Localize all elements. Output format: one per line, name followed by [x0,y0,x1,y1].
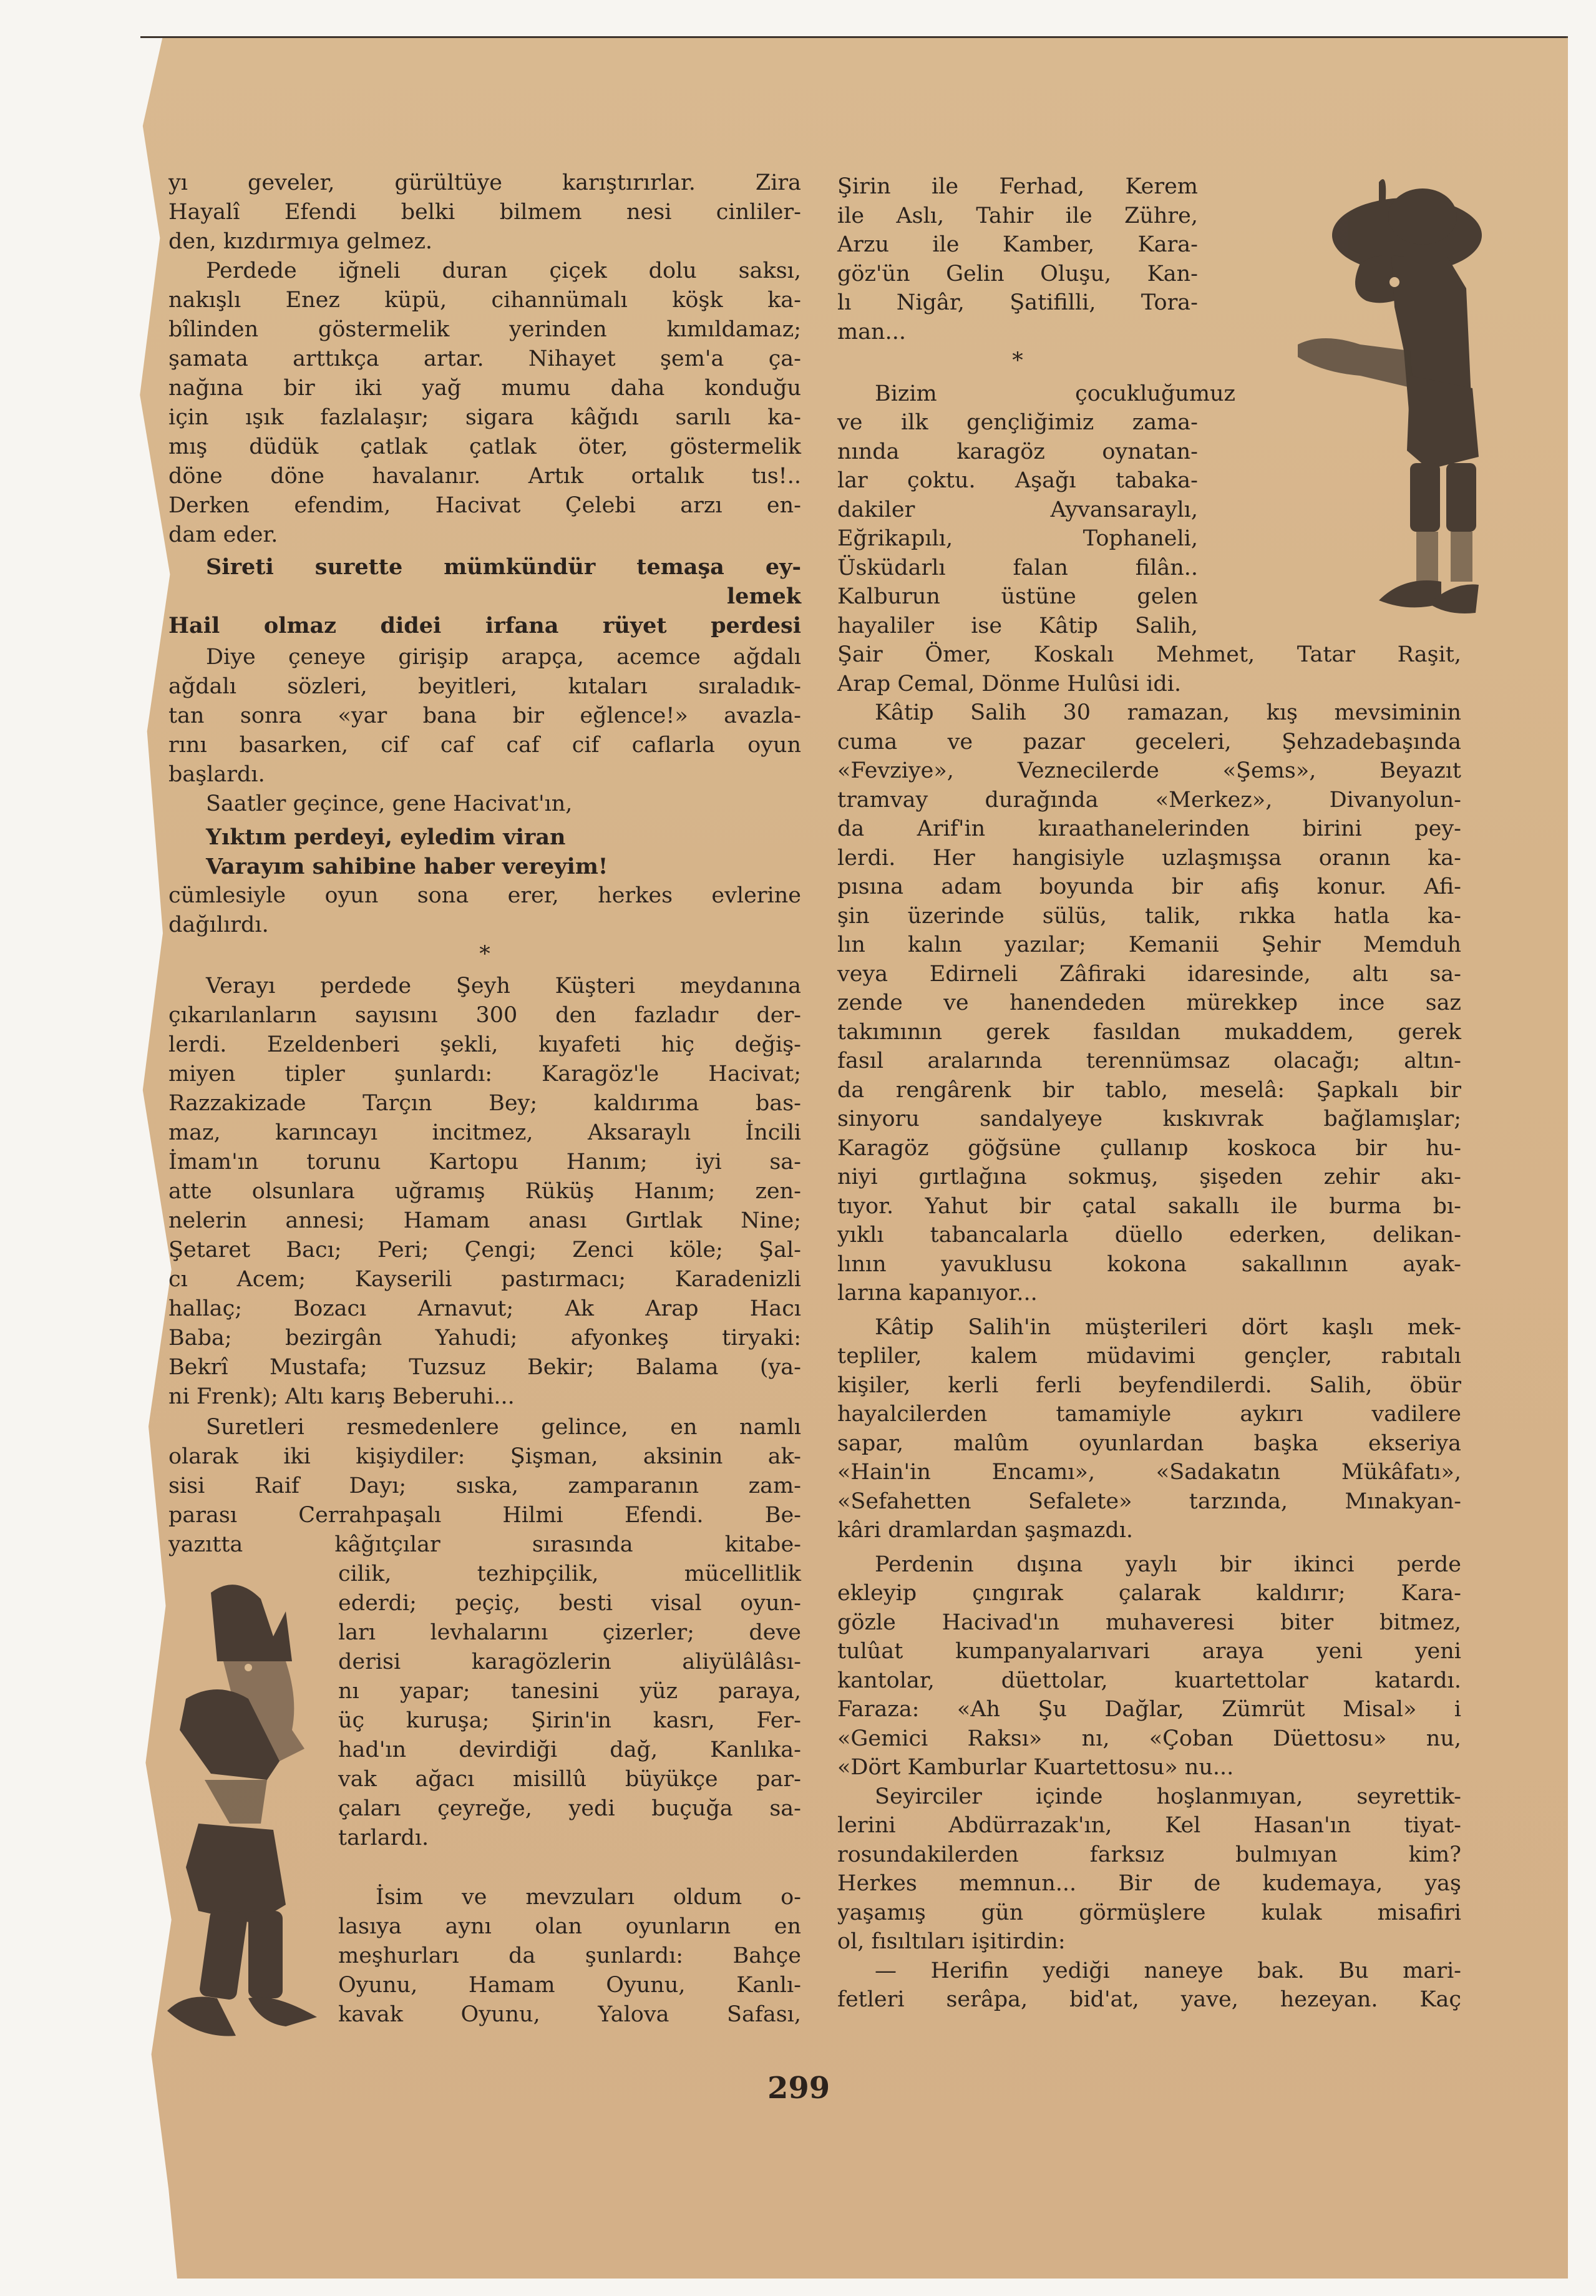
text-line: ları levhalarını çizerler; deve [338,1620,801,1645]
text-line: dakiler Ayvansaraylı, [837,497,1198,522]
text-line: Şirin ile Ferhad, Kerem [837,174,1198,199]
text-line: yaşamış gün görmüşlere kulak misafiri [837,1900,1461,1925]
text-line: lerdi. Ezeldenberi şekli, kıyafeti hiç değiş- [168,1032,801,1057]
text-line: Şair Ömer, Koskalı Mehmet, Tatar Raşit, [837,642,1461,667]
text-line: Kâtip Salih'in müşterileri dört kaşlı mek- [875,1314,1461,1340]
text-line: hayaliler ise Kâtip Salih, [837,613,1198,638]
text-line: lasıya aynı olan oyunların en [338,1914,801,1939]
text-line: nı yapar; tanesini yüz paraya, [338,1679,801,1704]
text-line: Kalburun üstüne gelen [837,584,1198,609]
text-line: Verayı perdede Şeyh Küşteri meydanına [206,974,801,999]
text-line: Bekrî Mustafa; Tuzsuz Bekir; Balama (ya- [168,1355,801,1380]
text-line: Razzakizade Tarçın Bey; kaldırıma bas- [168,1091,801,1116]
text-line: da rengârenk bir tablo, meselâ: Şapkalı bir [837,1077,1461,1103]
text-line: nelerin annesi; Hamam anası Gırtlak Nine; [168,1208,801,1233]
text-line: derisi karagözlerin aliyülâlâsı- [338,1649,801,1674]
text-line: ol, fısıltıları işitirdin: [837,1929,1066,1954]
text-line: miyen tipler şunlardı: Karagöz'le Hacivat; [168,1062,801,1087]
text-line: maz, karıncayı incitmez, Aksaraylı İncili [168,1120,801,1145]
text-line: fetleri serâpa, bid'at, yave, hezeyan. Kaç [837,1987,1461,2012]
text-line: hallaç; Bozacı Arnavut; Ak Arap Hacı [168,1296,801,1321]
text-line: lın kalın yazılar; Kemanii Şehir Memduh [837,932,1461,957]
text-line: tepliler, kalem müdavimi gençler, rabıtalı [837,1344,1461,1369]
text-line: vak ağacı misillû büyükçe par- [338,1767,801,1792]
text-line: kişiler, kerli ferli beyfendilerdi. Salih, öbür [837,1372,1461,1398]
text-line: veya Edirneli Zâfiraki idaresinde, altı sa- [837,961,1461,987]
text-line: lı Nigâr, Şatifilli, Tora- [837,290,1198,315]
text-line: sisi Raif Dayı; sıska, zamparanın zam- [168,1473,801,1498]
text-line: gözle Hacivad'ın muhaveresi biter bitmez, [837,1610,1461,1635]
text-line: zende ve hanendeden mürekkep ince saz [837,990,1461,1015]
text-line: «Hain'in Encamı», «Sadakatın Mükâfatı», [837,1460,1461,1485]
text-line: Eğrikapılı, Tophaneli, [837,526,1198,551]
text-line: cümlesiyle oyun sona erer, herkes evlerine [168,883,801,908]
text-line: Üsküdarlı falan filân.. [837,555,1198,580]
karagoz-puppet-illustration-top [1285,164,1491,625]
text-line: Hayalî Efendi belki bilmem nesi cinliler- [168,200,801,225]
text-line: lerini Abdürrazak'ın, Kel Hasan'ın tiyat- [837,1813,1461,1838]
text-line: dam eder. [168,522,278,547]
text-line: man... [837,319,906,344]
text-line: Arzu ile Kamber, Kara- [837,232,1198,257]
text-line: sapar, malûm oyunlardan başka ekseriya [837,1430,1461,1456]
text-line: İsim ve mevzuları oldum o- [376,1885,801,1910]
text-line: Hail olmaz didei irfana rüyet perdesi [168,613,801,638]
text-line: dağılırdı. [168,912,269,937]
text-line: — Herifin yediği naneye bak. Bu mari- [875,1958,1461,1983]
text-line: Derken efendim, Hacivat Çelebi arzı en- [168,493,801,518]
text-line: «Dört Kamburlar Kuartettosu» nu... [837,1755,1234,1780]
text-line: ederdi; peçiç, besti visal oyun- [338,1591,801,1616]
text-line: da Arif'in kıraathanelerinden birini pey- [837,816,1461,841]
text-line: kavak Oyunu, Yalova Safası, [338,2002,801,2027]
text-line: olarak iki kişiydiler: Şişman, aksinin ak- [168,1444,801,1469]
text-line: niyi gırtlağına sokmuş, şişeden zehir akı- [837,1165,1461,1190]
text-line: tramvay durağında «Merkez», Divanyolun- [837,787,1461,813]
text-line: Suretleri resmedenlere gelince, en namlı [206,1415,801,1440]
text-line: «Gemici Raksı» nı, «Çoban Düettosu» nu, [837,1726,1461,1751]
page-top-edge [140,36,1566,38]
text-line: için ışık fazlalaşır; sigara kâğıdı sarılı ka- [168,405,801,430]
text-line: yazıtta kâğıtçılar sırasında kitabe- [168,1532,801,1557]
text-line: Saatler geçince, gene Hacivat'ın, [206,791,573,816]
text-line: nağına bir iki yağ mumu daha konduğu [168,376,801,401]
page-number: 299 [767,2071,830,2106]
text-line: parası Cerrahpaşalı Hilmi Efendi. Be- [168,1503,801,1528]
text-line: atte olsunlara uğramış Rüküş Hanım; zen- [168,1179,801,1204]
section-separator-asterisk: * [1012,348,1023,373]
text-line: den, kızdırmıya gelmez. [168,229,433,254]
text-line: meşhurları da şunlardı: Bahçe [338,1943,801,1968]
text-line: göz'ün Gelin Oluşu, Kan- [837,261,1198,286]
text-line: Kâtip Salih 30 ramazan, kış mevsiminin [875,700,1461,725]
text-line: Yıktım perdeyi, eyledim viran [206,824,566,850]
text-line: ağdalı sözleri, beyitleri, kıtaları sıraladık- [168,674,801,699]
text-line: rını basarken, cif caf caf cif caflarla oyun [168,733,801,758]
text-line: Sireti surette mümkündür temaşa ey- [206,554,801,580]
text-line: lının yavuklusu kokona sakallının ayak- [837,1251,1461,1277]
text-line: çıkarılanların sayısını 300 den fazladır der- [168,1003,801,1028]
text-line: takımının gerek fasıldan mukaddem, gerek [837,1019,1461,1045]
text-line: ekleyip çıngırak çalarak kaldırır; Kara- [837,1581,1461,1606]
text-line: Varayım sahibine haber vereyim! [206,854,608,879]
text-line: nında karagöz oynatan- [837,439,1198,464]
text-line: Seyirciler içinde hoşlanmıyan, seyrettik- [875,1784,1461,1809]
text-line: şin üzerinde sülüs, talik, rıkka hatla ka- [837,903,1461,929]
text-line: yı geveler, gürültüye karıştırırlar. Zira [168,170,801,195]
text-line: mış düdük çatlak çatlak öter, göstermelik [168,434,801,459]
text-line: Bizim çocukluğumuz [875,381,1235,406]
text-line: ni Frenk); Altı karış Beberuhi... [168,1384,515,1409]
text-line: çaları çeyreğe, yedi buçuğa sa- [338,1796,801,1821]
text-line: «Fevziye», Veznecilerde «Şems», Beyazıt [837,758,1461,783]
text-line: tıyor. Yahut bir çatal sakallı ile burma bı- [837,1193,1461,1219]
text-line: Oyunu, Hamam Oyunu, Kanlı- [338,1973,801,1998]
text-line: üç kuruşa; Şirin'in kasrı, Fer- [338,1708,801,1733]
text-line: lemek [726,584,801,609]
text-line: cı Acem; Kayserili pastırmacı; Karadenizli [168,1267,801,1292]
text-line: lerdi. Her hangisiyle uzlaşmışsa oranın ka- [837,845,1461,871]
text-line: Perdede iğneli duran çiçek dolu saksı, [206,258,801,283]
text-line: kâri dramlardan şaşmazdı. [837,1518,1134,1543]
text-line: larına kapanıyor... [837,1281,1038,1306]
text-line: hayalcilerden tamamiyle aykırı vadilere [837,1402,1461,1427]
text-line: Baba; bezirgân Yahudi; afyonkeş tiryaki: [168,1326,801,1351]
text-line: yıklı tabancalarla düello ederken, delikan- [837,1223,1461,1248]
text-line: had'ın devirdiği dağ, Kanlıka- [338,1737,801,1762]
text-line: Diye çeneye girişip arapça, acemce ağdalı [206,645,801,670]
text-line: başlardı. [168,762,265,787]
text-line: cuma ve pazar geceleri, Şehzadebaşında [837,729,1461,755]
text-line: «Sefahetten Sefalete» tarzında, Mınakyan- [837,1488,1461,1514]
text-line: Şetaret Bacı; Peri; Çengi; Zenci köle; Şal- [168,1238,801,1263]
text-line: İmam'ın torunu Kartopu Hanım; iyi sa- [168,1150,801,1175]
text-line: sinyoru sandalyeye kıskıvrak bağlamışlar; [837,1106,1461,1131]
text-line: Perdenin dışına yaylı bir ikinci perde [875,1551,1461,1577]
text-line: ile Aslı, Tahir ile Zühre, [837,203,1198,228]
text-line: rosundakilerden farksız bulmıyan kim? [837,1842,1461,1867]
text-line: tarlardı. [338,1825,429,1850]
hacivat-puppet-illustration-bottom [161,1574,342,2054]
text-line: döne döne havalanır. Artık ortalık tıs!.. [168,464,801,489]
section-separator-asterisk: * [479,942,490,967]
text-line: Faraza: «Ah Şu Dağlar, Zümrüt Misal» i [837,1697,1461,1722]
text-line: tan sonra «yar bana bir eğlence!» avazla- [168,703,801,728]
text-line: cilik, tezhipçilik, mücellitlik [338,1561,801,1586]
text-line: lar çoktu. Aşağı tabaka- [837,468,1198,493]
text-line: kantolar, düettolar, kuartettolar katardı. [837,1668,1461,1693]
text-line: Herkes memnun... Bir de kudemaya, yaş [837,1871,1461,1896]
text-line: pısına adam boyunda bir afiş konur. Afi- [837,874,1461,899]
text-line: tulûat kumpanyalarıvari araya yeni yeni [837,1639,1461,1664]
text-line: bîlinden göstermelik yerinden kımıldamaz; [168,317,801,342]
text-line: şamata arttıkça artar. Nihayet şem'a ça- [168,346,801,371]
text-line: fasıl aralarında terennümsaz olacağı; altın- [837,1048,1461,1073]
text-line: ve ilk gençliğimiz zama- [837,410,1198,435]
text-line: nakışlı Enez küpü, cihannümalı köşk ka- [168,288,801,313]
text-line: Arap Cemal, Dönme Hulûsi idi. [837,671,1182,696]
text-line: Karagöz göğsüne çullanıp koskoca bir hu- [837,1135,1461,1161]
